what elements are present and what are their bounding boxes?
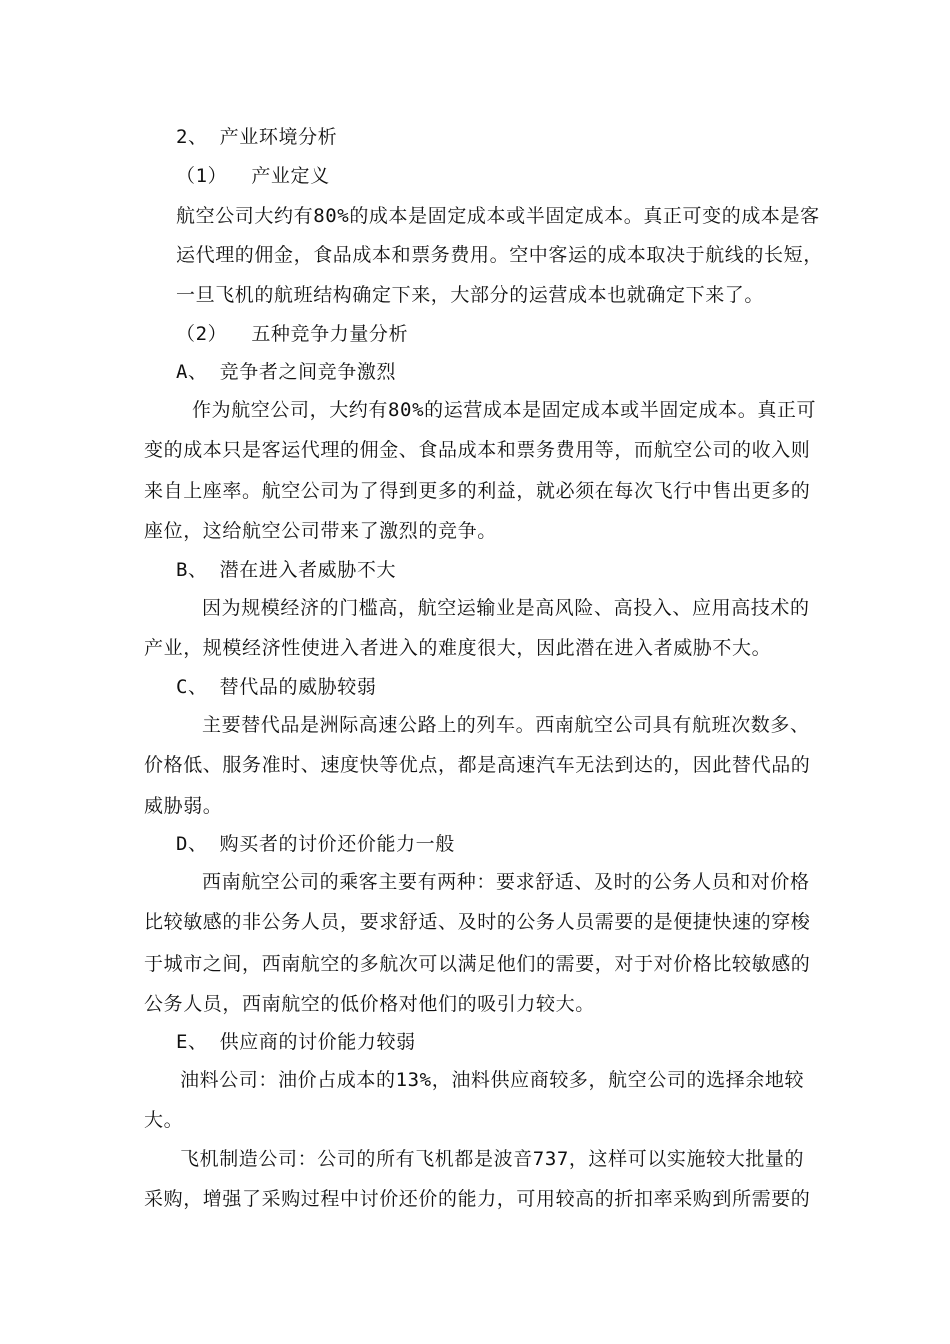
heading-a-competitors: A、 竞争者之间竞争激烈 [176,361,397,383]
sub-heading-industry-definition: （1） 产业定义 [176,165,330,187]
paragraph-line: 作为航空公司，大约有80%的运营成本是固定成本或半固定成本。真正可 [192,399,817,421]
paragraph-line: 航空公司大约有80%的成本是固定成本或半固定成本。真正可变的成本是客 [176,205,820,227]
paragraph-line: 因为规模经济的门槛高，航空运输业是高风险、高投入、应用高技术的 [202,597,810,619]
heading-d-buyers: D、 购买者的讨价还价能力一般 [176,833,455,855]
paragraph-line: 威胁弱。 [144,795,223,817]
section-heading: 2、 产业环境分析 [176,126,338,148]
paragraph-line: 飞机制造公司：公司的所有飞机都是波音737，这样可以实施较大批量的 [180,1148,805,1170]
paragraph-line: 产业，规模经济性使进入者进入的难度很大，因此潜在进入者威胁不大。 [144,637,772,659]
paragraph-line: 西南航空公司的乘客主要有两种：要求舒适、及时的公务人员和对价格 [202,871,810,893]
paragraph-line: 一旦飞机的航班结构确定下来，大部分的运营成本也就确定下来了。 [176,284,765,306]
paragraph-line: 价格低、服务准时、速度快等优点，都是高速汽车无法到达的，因此替代品的 [144,754,811,776]
paragraph-line: 比较敏感的非公务人员，要求舒适、及时的公务人员需要的是便捷快速的穿梭 [144,911,811,933]
paragraph-line: 大。 [144,1109,184,1131]
paragraph-line: 运代理的佣金，食品成本和票务费用。空中客运的成本取决于航线的长短， [176,244,823,266]
paragraph-line: 油料公司：油价占成本的13%，油料供应商较多，航空公司的选择余地较 [180,1069,805,1091]
paragraph-line: 公务人员，西南航空的低价格对他们的吸引力较大。 [144,993,595,1015]
paragraph-line: 座位，这给航空公司带来了激烈的竞争。 [144,520,497,542]
heading-e-suppliers: E、 供应商的讨价能力较弱 [176,1031,416,1053]
sub-heading-five-forces: （2） 五种竞争力量分析 [176,323,409,345]
paragraph-line: 变的成本只是客运代理的佣金、食品成本和票务费用等，而航空公司的收入则 [144,439,811,461]
heading-b-new-entrants: B、 潜在进入者威胁不大 [176,559,397,581]
paragraph-line: 于城市之间，西南航空的多航次可以满足他们的需要，对于对价格比较敏感的 [144,953,811,975]
paragraph-line: 采购，增强了采购过程中讨价还价的能力，可用较高的折扣率采购到所需要的 [144,1188,811,1210]
heading-c-substitutes: C、 替代品的威胁较弱 [176,676,377,698]
paragraph-line: 来自上座率。航空公司为了得到更多的利益，就必须在每次飞行中售出更多的 [144,480,811,502]
paragraph-line: 主要替代品是洲际高速公路上的列车。西南航空公司具有航班次数多、 [202,714,810,736]
